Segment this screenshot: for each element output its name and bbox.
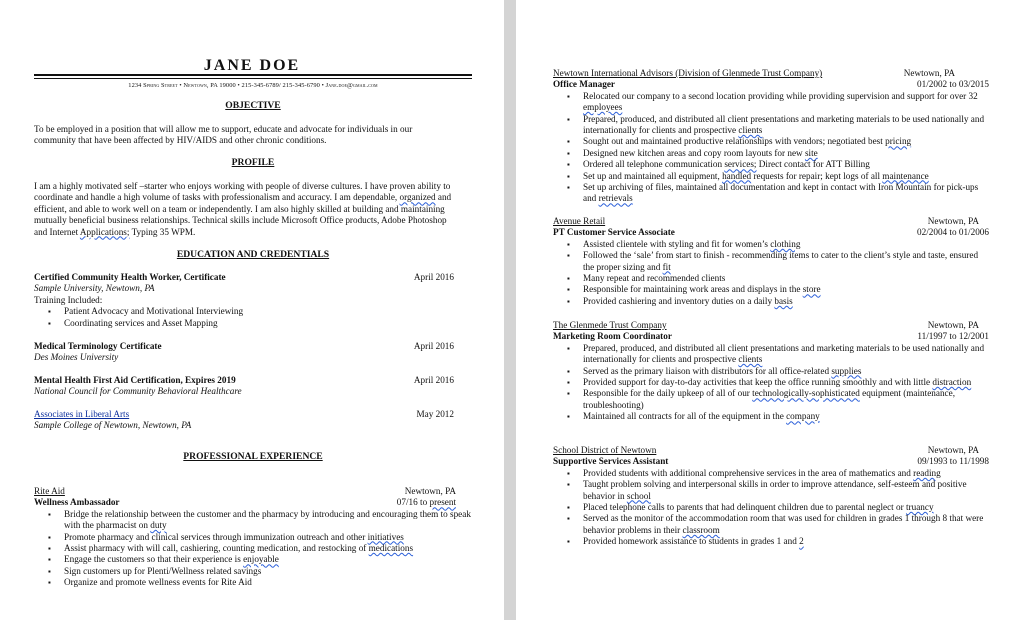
job-role: Office Manager bbox=[553, 79, 615, 90]
resume-page-2 bbox=[516, 0, 1024, 620]
education-item bbox=[34, 272, 454, 329]
spell-mark: clients bbox=[738, 354, 763, 365]
job-location: Newtown, PA bbox=[404, 486, 456, 496]
job-bullet: ▪ Responsible for maintaining work areas and displays in the store bbox=[553, 284, 989, 295]
job-bullet: ▪ Assisted clientele with styling and fit for women’s clothing bbox=[553, 239, 989, 250]
job-bullet: ▪ Designed new kitchen areas and copy room layouts for new site bbox=[553, 148, 989, 159]
job-glenmede bbox=[553, 320, 989, 423]
profile-text: I am a highly motivated self –starter who enjoys working with people of diverse cultures. I have proven ability to coordinate and handle a high volume of tasks with professionalism and accuracy. I am dependable, organized and efficient, and able to work well on a team or independently. I am also highly skilled at building and maintaining mutually beneficial business relationships. Technical skills include Microsoft Office products, Adobe Photoshop and Internet Applications; Typing 35 WPM. bbox=[34, 181, 452, 237]
spell-mark: company bbox=[786, 411, 820, 422]
education-date: April 2016 bbox=[413, 375, 454, 385]
education-title: Medical Terminology Certificate bbox=[34, 341, 162, 351]
job-location: Newtown, PA bbox=[927, 216, 979, 226]
spell-mark: Applications; bbox=[79, 226, 130, 237]
job-bullet: ▪ Prepared, produced, and distributed all client presentations and marketing materials to be used nationally and internationally for clients and prospective clients bbox=[553, 343, 989, 366]
education-item bbox=[34, 341, 454, 364]
job-bullet: ▪ Sought out and maintained productive relationships with vendors; negotiated best pricing bbox=[553, 136, 989, 147]
job-bullet: ▪ Served as the monitor of the accommodation room that was used for children in grades 1 through 8 that were behavior problems in their classroom bbox=[553, 513, 989, 536]
job-bullet: ▪ Bridge the relationship between the customer and the pharmacy by introducing and encouraging them to speak with the pharmacist on duty bbox=[34, 509, 474, 532]
training-item: ▪ Patient Advocacy and Motivational Interviewing bbox=[34, 306, 454, 317]
spell-mark: retrievals bbox=[598, 193, 633, 204]
education-title[interactable]: Associates in Liberal Arts bbox=[34, 409, 130, 419]
job-bullet: ▪ Relocated our company to a second location providing while providing supervision and support for over 32 employees bbox=[553, 91, 989, 114]
job-bullet: ▪ Maintained all contracts for all of the equipment in the company bbox=[553, 411, 989, 422]
spell-mark: distraction bbox=[932, 377, 972, 388]
spell-mark: medications bbox=[368, 543, 414, 554]
job-dates: 11/1997 to 12/2001 bbox=[917, 331, 989, 342]
spell-mark: fit bbox=[662, 261, 671, 272]
spell-mark: duty bbox=[150, 520, 167, 531]
spell-mark: maintenance bbox=[882, 170, 929, 181]
resume-page-1 bbox=[0, 0, 504, 620]
job-dates: 07/16 to present bbox=[396, 497, 456, 508]
job-bullet: ▪ Provided homework assistance to students in grades 1 and 2 bbox=[553, 536, 989, 547]
job-nia bbox=[553, 68, 989, 205]
job-role: Marketing Room Coordinator bbox=[553, 331, 672, 342]
training-label: Training Included: bbox=[34, 294, 103, 305]
job-bullet: ▪ Provided cashiering and inventory duties on a daily basis bbox=[553, 296, 989, 307]
job-bullet: ▪ Engage the customers so that their experience is enjoyable bbox=[34, 554, 474, 565]
applicant-name: JANE DOE bbox=[203, 57, 301, 74]
spell-mark: present bbox=[429, 497, 456, 508]
job-role: Supportive Services Assistant bbox=[553, 456, 669, 467]
education-heading: EDUCATION AND CREDENTIALS bbox=[176, 249, 330, 260]
education-item bbox=[34, 375, 454, 398]
job-location: Newtown, PA bbox=[903, 68, 955, 78]
job-dates: 02/2004 to 01/2006 bbox=[917, 227, 989, 238]
job-location: Newtown, PA bbox=[927, 320, 979, 330]
job-bullet: ▪ Ordered all telephone communication services; Direct contact for ATT Billing bbox=[553, 159, 989, 170]
spell-mark: technologically-sophisticated bbox=[752, 388, 860, 399]
company-name: School District of Newtown bbox=[553, 445, 657, 455]
education-title: Mental Health First Aid Certification, Expires 2019 bbox=[34, 375, 236, 385]
job-avenue bbox=[553, 216, 989, 307]
job-bullet: ▪ Sign customers up for Plenti/Wellness related savings bbox=[34, 566, 474, 577]
education-school: Des Moines University bbox=[34, 352, 119, 363]
job-role: PT Customer Service Associate bbox=[553, 227, 675, 238]
spell-mark: 2 bbox=[799, 536, 804, 547]
spell-mark: truancy bbox=[905, 502, 934, 513]
job-bullet: ▪ Many repeat and recommended clients bbox=[553, 273, 989, 284]
education-school: Sample College of Newtown, Newtown, PA bbox=[34, 420, 192, 431]
spell-mark: reading bbox=[913, 467, 941, 478]
company-name: Avenue Retail bbox=[553, 216, 606, 226]
spell-mark: handled bbox=[722, 170, 752, 181]
company-name: The Glenmede Trust Company bbox=[553, 320, 667, 330]
education-school: National Council for Community Behavioral Healthcare bbox=[34, 386, 242, 397]
job-bullet: ▪ Provided support for day-to-day activities that keep the office running smoothly and with little distraction bbox=[553, 377, 989, 388]
job-bullet: ▪ Taught problem solving and interpersonal skills in order to improve attendance, self-esteem and positive behavior in school bbox=[553, 479, 989, 502]
spell-mark: school bbox=[626, 490, 651, 501]
spell-mark: initiatives bbox=[367, 531, 404, 542]
training-item: ▪ Coordinating services and Asset Mapping bbox=[34, 318, 454, 329]
experience-heading: PROFESSIONAL EXPERIENCE bbox=[183, 451, 323, 462]
job-bullet: ▪ Set up archiving of files, maintained all documentation and kept in contact with Iron Mountain for pick-ups and retrievals bbox=[553, 182, 989, 205]
job-bullet: ▪ Placed telephone calls to parents that had delinquent children due to parental neglect or truancy bbox=[553, 502, 989, 513]
spell-mark: classroom bbox=[682, 524, 720, 535]
spell-mark: supplies bbox=[831, 365, 862, 376]
name-rule-thin bbox=[34, 78, 472, 79]
job-bullet: ▪ Responsible for the daily upkeep of all of our technologically-sophisticated equipment (maintenance, troubleshooting) bbox=[553, 388, 989, 411]
spell-mark: organized bbox=[399, 192, 436, 203]
education-school: Sample University, Newtown, PA bbox=[34, 283, 155, 294]
spell-mark: basis bbox=[774, 295, 793, 306]
spell-mark: employees bbox=[583, 102, 623, 113]
company-name: Rite Aid bbox=[34, 486, 65, 496]
job-bullet: ▪ Served as the primary liaison with distributors for all office-related supplies bbox=[553, 366, 989, 377]
name-rule bbox=[34, 74, 472, 76]
profile-heading: PROFILE bbox=[231, 157, 275, 168]
job-bullet: ▪ Promote pharmacy and clinical services through immunization outreach and other initiatives bbox=[34, 532, 474, 543]
page-gap bbox=[504, 0, 516, 620]
job-bullet: ▪ Set up and maintained all equipment, handled requests for repair; kept logs of all maintenance bbox=[553, 171, 989, 182]
contact-line: 1234 Spring Street • Newtown, PA 19000 • 215-345-6789/ 215-345-6790 • Jane.doe@gmail.com bbox=[128, 82, 378, 89]
spell-mark: services; bbox=[724, 159, 757, 170]
job-dates: 09/1993 to 11/1998 bbox=[917, 456, 989, 467]
education-title: Certified Community Health Worker, Certificate bbox=[34, 272, 226, 282]
job-bullet: ▪ Assist pharmacy with will call, cashiering, counting medication, and restocking of medications bbox=[34, 543, 474, 554]
education-date: May 2012 bbox=[416, 409, 454, 419]
job-bullet: ▪ Followed the ‘sale’ from start to finish - recommending items to cater to the client’s style and taste, ensured the proper sizing and fit bbox=[553, 250, 989, 273]
spell-mark: enjoyable bbox=[243, 554, 279, 565]
objective-text: To be employed in a position that will allow me to support, educate and advocate for individuals in our community that have been affected by HIV/AIDS and other chronic conditions. bbox=[34, 124, 413, 146]
spell-mark: pricing bbox=[885, 136, 912, 147]
education-item bbox=[34, 409, 454, 432]
job-role: Wellness Ambassador bbox=[34, 497, 120, 508]
spell-mark: clients bbox=[738, 125, 763, 136]
job-dates: 01/2002 to 03/2015 bbox=[917, 79, 989, 90]
job-riteaid bbox=[34, 486, 474, 589]
objective-heading: OBJECTIVE bbox=[225, 100, 281, 111]
education-date: April 2016 bbox=[413, 341, 454, 351]
job-bullet: ▪ Organize and promote wellness events for Rite Aid bbox=[34, 577, 474, 588]
job-bullet: ▪ Prepared, produced, and distributed all client presentations and marketing materials to be used nationally and internationally for clients and prospective clients bbox=[553, 114, 989, 137]
job-location: Newtown, PA bbox=[927, 445, 979, 455]
spell-mark: site bbox=[804, 147, 818, 158]
education-date: April 2016 bbox=[413, 272, 454, 282]
spell-mark: clothing bbox=[770, 238, 801, 249]
company-name: Newtown International Advisors (Division of Glenmede Trust Company) bbox=[553, 68, 823, 78]
job-school bbox=[553, 445, 989, 548]
job-bullet: ▪ Provided students with additional comprehensive services in the area of mathematics and reading bbox=[553, 468, 989, 479]
spell-mark: store bbox=[802, 284, 821, 295]
